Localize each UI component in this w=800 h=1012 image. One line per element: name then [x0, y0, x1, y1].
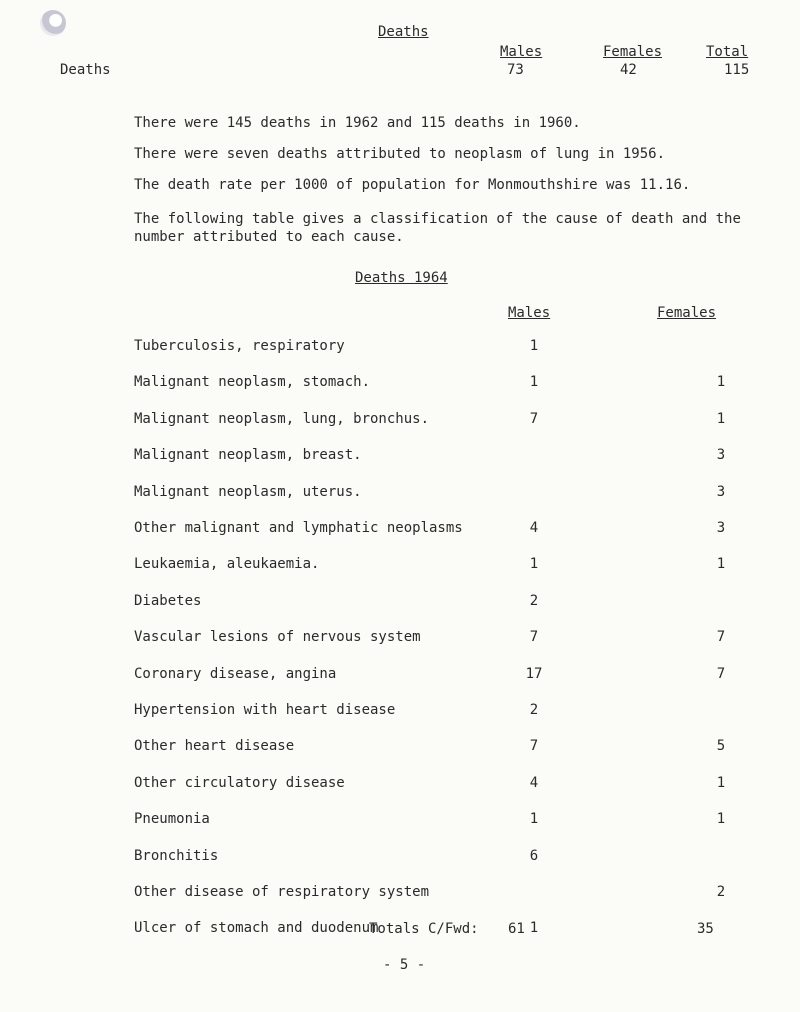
table-row	[134, 374, 754, 394]
males-count: 2	[529, 702, 539, 718]
males-count: 7	[529, 410, 539, 427]
males-count: 7	[529, 738, 539, 755]
table-row	[134, 848, 754, 868]
cause-label: Ulcer of stomach and duodenum	[134, 920, 379, 937]
cause-label: Malignant neoplasm, uterus.	[134, 483, 362, 500]
cause-label: Other malignant and lymphatic neoplasms	[134, 520, 463, 536]
table-row	[134, 484, 754, 504]
table-row	[134, 884, 754, 904]
table-row	[134, 629, 754, 649]
table-row	[134, 811, 754, 831]
females-count: 1	[716, 811, 726, 828]
paragraph-4: The following table gives a classification of the cause of death and the number attributed to each cause.	[134, 211, 741, 245]
table-row	[134, 338, 754, 358]
males-count: 7	[529, 629, 539, 646]
table-row	[134, 593, 754, 613]
cause-label: Pneumonia	[134, 811, 210, 828]
cause-label: Vascular lesions of nervous system	[134, 629, 421, 646]
males-count: 1	[529, 920, 539, 937]
paragraph-3: The death rate per 1000 of population for Monmouthshire was 11.16.	[134, 177, 691, 193]
section-title: Deaths	[378, 24, 429, 40]
females-count: 1	[716, 774, 726, 791]
table-col-females: Females	[657, 305, 717, 321]
header-col-females: Females	[603, 44, 663, 60]
females-count: 2	[716, 884, 726, 900]
totals-males: 61	[508, 920, 525, 937]
females-count: 1	[716, 374, 726, 391]
cause-label: Bronchitis	[134, 847, 219, 864]
table-title: Deaths 1964	[355, 270, 448, 286]
table-row	[134, 411, 754, 431]
cause-label: Other circulatory disease	[134, 774, 345, 791]
header-males-value: 73	[507, 62, 524, 78]
females-count: 7	[716, 665, 726, 682]
cause-label: Leukaemia, aleukaemia.	[134, 556, 320, 573]
females-count: 1	[716, 556, 726, 573]
header-col-total: Total	[706, 44, 749, 60]
table-row	[134, 666, 754, 686]
page-number: - 5 -	[383, 956, 426, 973]
cause-label: Coronary disease, angina	[134, 665, 337, 682]
cause-label: Diabetes	[134, 592, 202, 609]
females-count: 3	[716, 447, 726, 464]
paragraph-1: There were 145 deaths in 1962 and 115 deaths in 1960.	[134, 115, 581, 131]
females-count: 3	[716, 520, 726, 536]
header-row-label: Deaths	[60, 62, 111, 78]
table-col-males: Males	[508, 305, 551, 321]
females-count: 7	[716, 629, 726, 646]
cause-label: Malignant neoplasm, lung, bronchus.	[134, 410, 430, 427]
header-total-value: 115	[724, 62, 750, 78]
males-count: 1	[529, 556, 539, 573]
males-count: 17	[525, 665, 543, 682]
males-count: 6	[529, 847, 539, 864]
table-row	[134, 447, 754, 467]
table-row	[134, 775, 754, 795]
cause-label: Tuberculosis, respiratory	[134, 338, 345, 354]
males-count: 4	[529, 774, 539, 791]
totals-females: 35	[697, 920, 714, 937]
table-row	[134, 702, 754, 722]
table-row	[134, 738, 754, 758]
cause-label: Malignant neoplasm, breast.	[134, 447, 362, 464]
females-count: 3	[716, 483, 726, 500]
females-count: 1	[716, 410, 726, 427]
males-count: 4	[529, 520, 539, 536]
table-row	[134, 556, 754, 576]
males-count: 2	[529, 592, 539, 609]
males-count: 1	[529, 338, 539, 354]
header-col-males: Males	[500, 44, 543, 60]
cause-label: Hypertension with heart disease	[134, 702, 396, 718]
paragraph-2: There were seven deaths attributed to neoplasm of lung in 1956.	[134, 146, 666, 162]
cause-label: Malignant neoplasm, stomach.	[134, 374, 371, 391]
males-count: 1	[529, 374, 539, 391]
cause-label: Other disease of respiratory system	[134, 884, 430, 900]
males-count: 1	[529, 811, 539, 828]
table-row	[134, 520, 754, 540]
scan-blot	[40, 10, 66, 36]
cause-label: Other heart disease	[134, 738, 295, 755]
header-females-value: 42	[620, 62, 637, 78]
females-count: 5	[716, 738, 726, 755]
totals-label: Totals C/Fwd:	[369, 920, 479, 937]
